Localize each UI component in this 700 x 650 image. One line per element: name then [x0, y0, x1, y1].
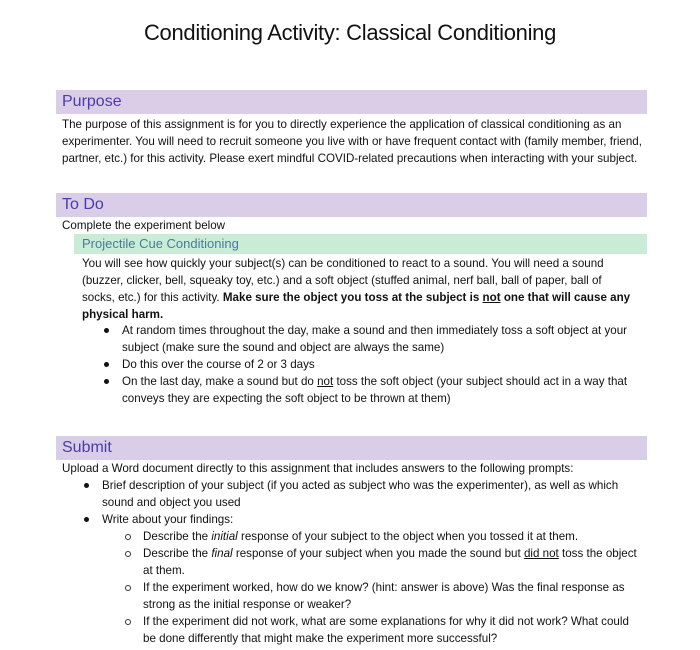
list-item: Write about your findings:	[102, 511, 637, 528]
circle-bullet-icon	[125, 551, 131, 557]
section-heading-purpose: Purpose	[56, 90, 647, 114]
list-item: Describe the final response of your subject when you made the sound but did not toss the object at them.	[143, 545, 638, 579]
bullet-icon	[84, 483, 89, 488]
list-item: On the last day, make a sound but do not toss the soft object (your subject should act in a way that conveys they are expecting the soft object to be thrown at them)	[122, 373, 640, 407]
submit-intro: Upload a Word document directly to this assignment that includes answers to the following prompts:	[62, 462, 574, 475]
list-item: At random times throughout the day, make a sound and then immediately toss a soft object at your subject (make sure the sound and object are always the same)	[122, 322, 640, 356]
bullet-icon	[104, 362, 109, 367]
list-item: Do this over the course of 2 or 3 days	[122, 356, 640, 373]
todo-text-plain: You will see how quickly your subject(s) can be conditioned to react to a sound. You will need a sound (buzzer, clicker, bell, squeaky toy, etc.) and a soft object (stuffed animal, nerf ball, ball of paper, ball of socks, etc.) for this activity.	[82, 257, 604, 304]
circle-bullet-icon	[125, 585, 131, 591]
purpose-paragraph: The purpose of this assignment is for you to directly experience the application of classical conditioning as an experimenter. You will need to recruit someone you live with or have frequent contact with (family member, friend, partner, etc.) for this activity. Please exert mindful COVID-related precautions when interacting with your subject.	[62, 118, 642, 165]
subsection-heading-projectile: Projectile Cue Conditioning	[74, 234, 647, 254]
section-heading-todo: To Do	[56, 193, 647, 217]
bullet-icon	[84, 517, 89, 522]
todo-instructions	[82, 255, 637, 323]
page-title: Conditioning Activity: Classical Conditioning	[143, 20, 557, 45]
bullet-icon	[104, 328, 109, 333]
list-item: If the experiment did not work, what are some explanations for why it did not work? What could be done differently that might make the experiment more successful?	[143, 613, 638, 647]
list-item: If the experiment worked, how do we know? (hint: answer is above) Was the final response as strong as the initial response or weaker?	[143, 579, 638, 613]
list-item: Describe the initial response of your subject to the object when you tossed it at them.	[143, 528, 638, 545]
circle-bullet-icon	[125, 619, 131, 625]
todo-intro: Complete the experiment below	[62, 219, 226, 232]
section-heading-submit: Submit	[56, 436, 647, 460]
list-item: Brief description of your subject (if you acted as subject who was the experimenter), as well as which sound and object you used	[102, 477, 637, 511]
circle-bullet-icon	[125, 534, 131, 540]
todo-warning: Make sure the object you toss at the subject is not one that will cause any physical harm.	[82, 291, 631, 321]
bullet-icon	[104, 379, 109, 384]
